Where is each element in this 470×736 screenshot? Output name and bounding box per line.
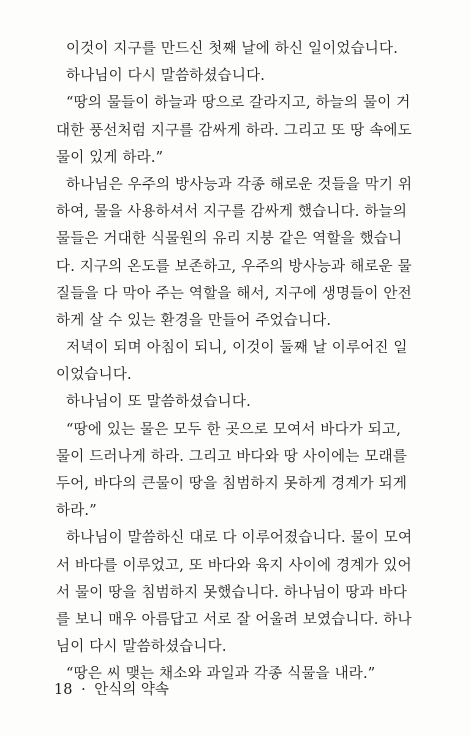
text-line: 님이 다시 말씀하셨습니다.	[56, 639, 227, 656]
text-line: “땅에 있는 물은 모두 한 곳으로 모여서 바다가 되고,	[66, 421, 402, 438]
text-line: 질들을 다 막아 주는 역할을 해서, 지구에 생명들이 안전	[56, 285, 412, 302]
text-line: 하나님이 말씀하신 대로 다 이루어졌습니다. 물이 모여	[66, 530, 413, 547]
text-line: “땅의 물들이 하늘과 땅으로 갈라지고, 하늘의 물이 거	[66, 95, 411, 112]
text-line: 서 물이 땅을 침범하지 못했습니다. 하나님이 땅과 바다	[56, 584, 408, 601]
text-line: 하나님이 또 말씀하셨습니다.	[66, 394, 251, 411]
running-book-title: 안식의 약속	[94, 682, 169, 698]
text-line: 하여, 물을 사용하셔서 지구를 감싸게 했습니다. 하늘의	[56, 204, 408, 221]
text-line: 하라.”	[56, 503, 97, 520]
text-line: 물이 드러나게 하라. 그리고 바다와 땅 사이에는 모래를	[56, 448, 408, 465]
text-line: 물이 있게 하라.”	[56, 149, 164, 166]
text-line: 두어, 바다의 큰물이 땅을 침범하지 못하게 경계가 되게	[56, 476, 408, 492]
text-line: 를 보니 매우 아름답고 서로 잘 어울려 보였습니다. 하나	[56, 611, 412, 628]
text-line: 이것이 지구를 만드신 첫째 날에 하신 일이었습니다.	[66, 41, 399, 57]
page-number: 18	[54, 682, 73, 698]
text-line: 하게 살 수 있는 환경을 만들어 주었습니다.	[56, 312, 332, 329]
text-line: 이었습니다.	[56, 367, 132, 384]
text-line: “땅은 씨 맺는 채소와 과일과 각종 식물을 내라.”	[66, 666, 376, 683]
page-footer	[54, 678, 169, 699]
page-body-text	[56, 36, 458, 689]
text-line: 하나님은 우주의 방사능과 각종 해로운 것들을 막기 위	[66, 176, 413, 193]
text-line: 하나님이 다시 말씀하셨습니다.	[66, 68, 266, 85]
text-line: 다. 지구의 온도를 보존하고, 우주의 방사능과 해로운 물	[56, 258, 412, 275]
text-line: 물들은 거대한 식물원의 유리 지붕 같은 역할을 했습니	[56, 231, 403, 248]
footer-separator: ·	[81, 682, 86, 698]
text-line: 서 바다를 이루었고, 또 바다와 육지 사이에 경계가 있어	[56, 557, 412, 574]
text-line: 대한 풍선처럼 지구를 감싸게 하라. 그리고 또 땅 속에도	[56, 122, 412, 139]
text-line: 저녁이 되며 아침이 되니, 이것이 둘째 날 이루어진 일	[66, 340, 408, 357]
